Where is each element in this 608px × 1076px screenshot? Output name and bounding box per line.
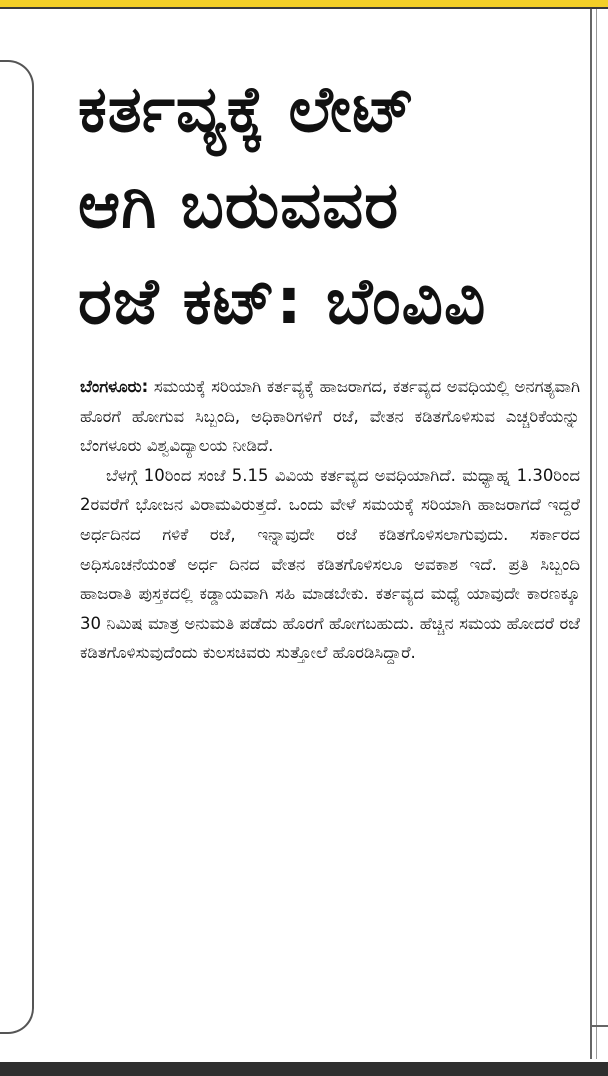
right-column-corner (590, 1025, 608, 1027)
bottom-rule (0, 1062, 608, 1076)
article-body (80, 372, 580, 668)
top-color-band (0, 0, 608, 7)
article-paragraph-1 (80, 372, 580, 461)
dateline: ಬೆಂಗಳೂರು: (80, 377, 149, 396)
article-paragraph-2: ಬೆಳಗ್ಗೆ 10ರಿಂದ ಸಂಜೆ 5.15 ವಿವಿಯ ಕರ್ತವ್ಯದ ಅವಧಿಯಾಗಿದೆ. ಮಧ್ಯಾಹ್ನ 1.30ರಿಂದ 2ರವರೆಗೆ ಭೋಜನ ವಿರಾಮವಿರುತ್ತದೆ. ಒಂದು ವೇಳೆ ಸಮಯಕ್ಕೆ ಸರಿಯಾಗಿ ಹಾಜರಾಗದೆ ಇದ್ದರೆ ಅರ್ಧದಿನದ ಗಳಿಕೆ ರಜೆ, ಇನ್ನಾವುದೇ ರಜೆ ಕಡಿತಗೊಳಿಸಲಾಗುವುದು. ಸರ್ಕಾರದ ಅಧಿಸೂಚನೆಯಂತೆ ಅರ್ಧ ದಿನದ ವೇತನ ಕಡಿತಗೊಳಿಸಲೂ ಅವಕಾಶ ಇದೆ. ಪ್ರತಿ ಸಿಬ್ಬಂದಿ ಹಾಜರಾತಿ ಪುಸ್ತಕದಲ್ಲಿ ಕಡ್ಡಾಯವಾಗಿ ಸಹಿ ಮಾಡಬೇಕು. ಕರ್ತವ್ಯದ ಮಧ್ಯೆ ಯಾವುದೇ ಕಾರಣಕ್ಕೂ 30 ನಿಮಿಷ ಮಾತ್ರ ಅನುಮತಿ ಪಡೆದು ಹೊರಗೆ ಹೋಗಬಹುದು. ಹೆಚ್ಚಿನ ಸಮಯ ಹೋದರೆ ರಜೆ ಕಡಿತಗೊಳಿಸುವುದೆಂದು ಕುಲಸಚಿವರು ಸುತ್ತೋಲೆ ಹೊರಡಿಸಿದ್ದಾರೆ. (80, 465, 580, 663)
headline (78, 62, 583, 350)
right-column-rule (590, 9, 592, 1059)
headline-line-1: ಕರ್ತವ್ಯಕ್ಕೆ ಲೇಟ್ (78, 73, 416, 147)
adjacent-column-frame (0, 60, 34, 1034)
top-rule (0, 7, 608, 9)
headline-line-3: ರಜೆ ಕಟ್: ಬೆಂವಿವಿ (78, 265, 487, 339)
right-column-rule-inner (596, 9, 597, 1059)
paragraph-1-text: ಸಮಯಕ್ಕೆ ಸರಿಯಾಗಿ ಕರ್ತವ್ಯಕ್ಕೆ ಹಾಜರಾಗದ, ಕರ್ತವ್ಯದ ಅವಧಿಯಲ್ಲಿ ಅನಗತ್ಯವಾಗಿ ಹೊರಗೆ ಹೋಗುವ ಸಿಬ್ಬಂದಿ, ಅಧಿಕಾರಿಗಳಿಗೆ ರಜೆ, ವೇತನ ಕಡಿತಗೊಳಿಸುವ ಎಚ್ಚರಿಕೆಯನ್ನು ಬೆಂಗಳೂರು ವಿಶ್ವವಿದ್ಯಾಲಯ ನೀಡಿದೆ. (80, 377, 580, 456)
headline-line-2: ಆಗಿ ಬರುವವರ (78, 169, 400, 243)
